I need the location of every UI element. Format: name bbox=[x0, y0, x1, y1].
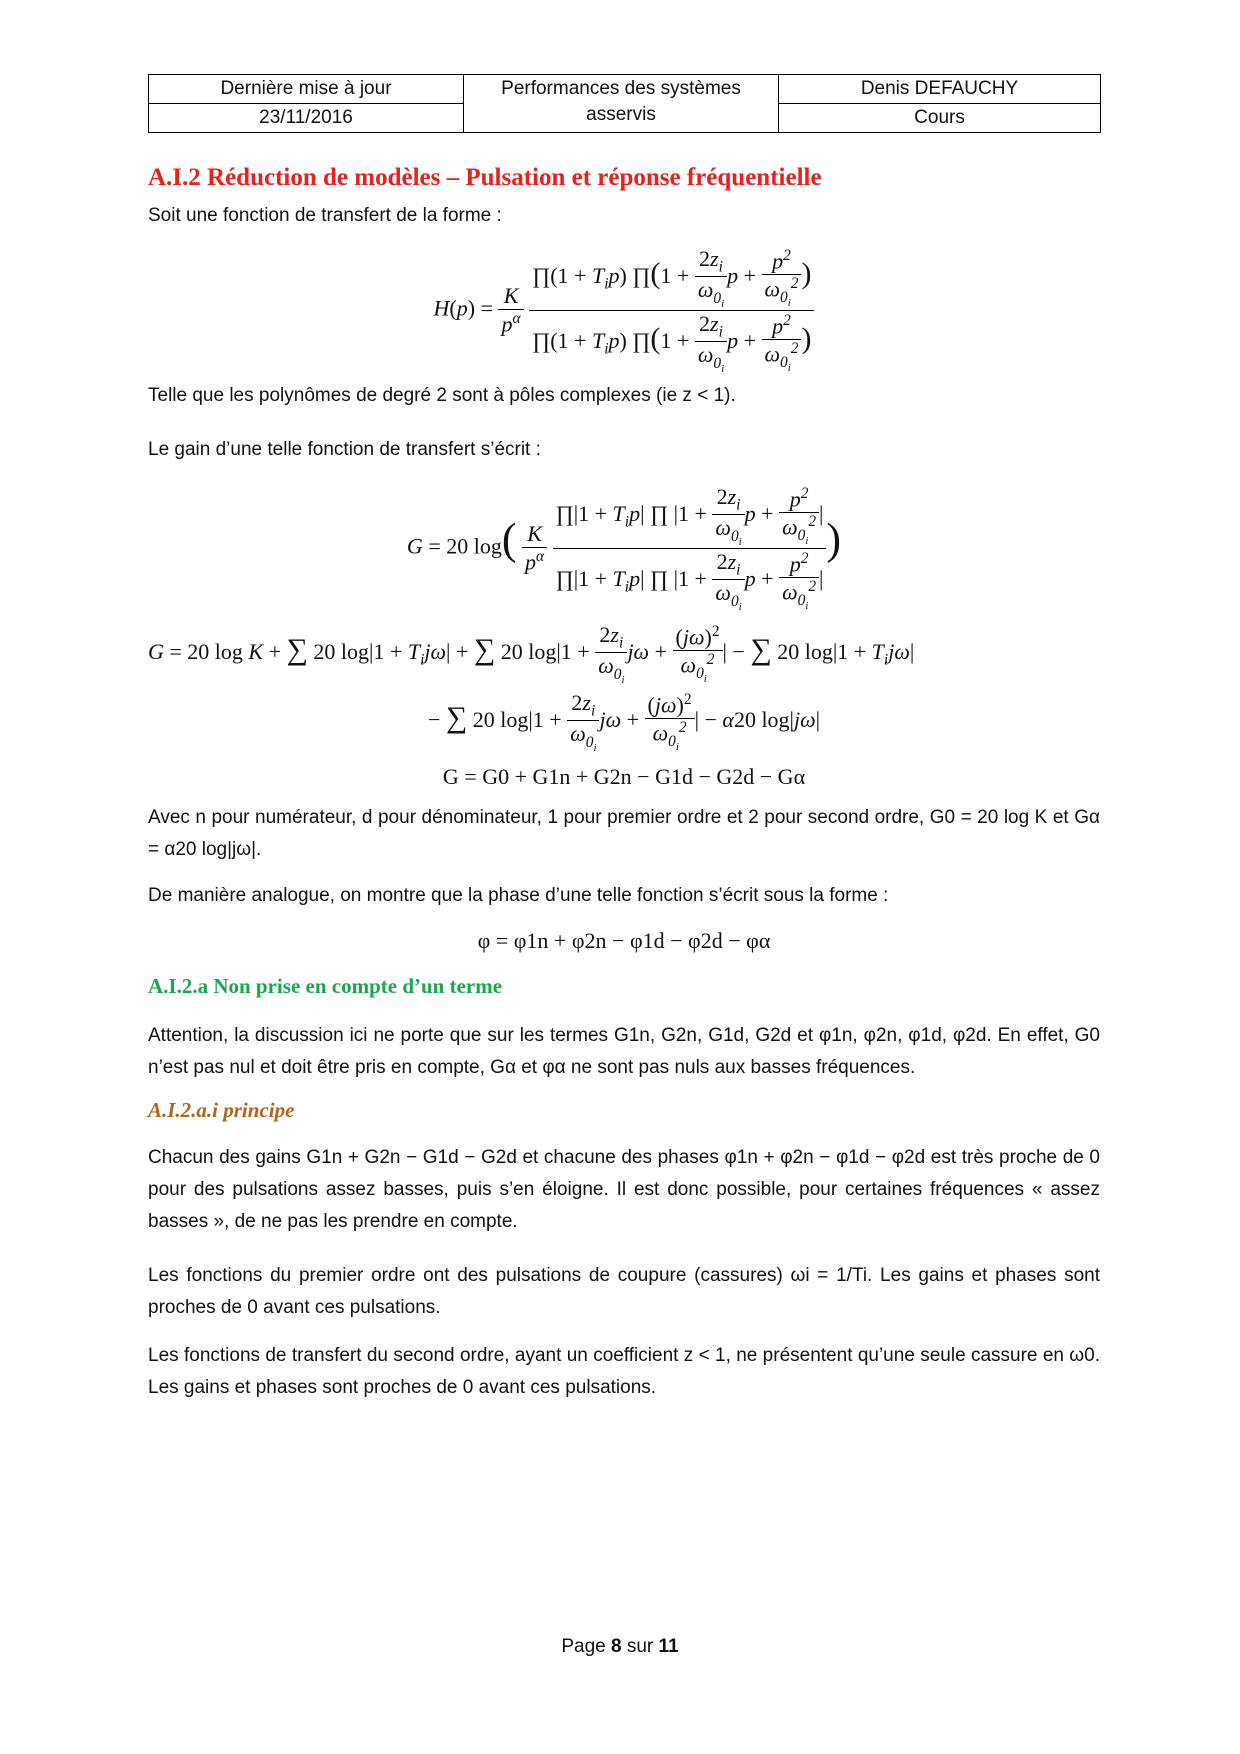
equation-gain-expanded-line1: G = 20 log K + ∑ 20 $\log|1 + T_ij\omega|$ + ∑ 20 log|1 + $\frac{2z_i}{\omega_{0_i}}$ jω + $\frac{(j\omega)^2}{\omega_{0_i}^2}$ | − ∑ 20 $\log|1 + T_ij\omega|$ bbox=[148, 622, 915, 686]
equation-gain-sum: G = G0 + G1n + G2n − G1d − G2d − Gα bbox=[442, 764, 806, 789]
footer-total-pages: 11 bbox=[658, 1636, 679, 1657]
page bbox=[148, 74, 1100, 1398]
page-footer bbox=[0, 1636, 1240, 1658]
footer-page-number: 8 bbox=[611, 1636, 622, 1657]
header-updated-label: Dernière mise à jour bbox=[149, 75, 464, 104]
subsection-title-ai: A.I.2.a.i principe bbox=[148, 1098, 295, 1122]
paragraph-attention: Attention, la discussion ici ne porte que sur les termes G1n, G2n, G1d, G2d et φ1n, φ2n, φ1d, φ2d. En effet, G0 n’est pas nul et doit être pris en compte, Gα et φα ne sont pas nuls aux basses fréquences. bbox=[148, 1025, 1100, 1078]
footer-prefix: Page bbox=[561, 1636, 606, 1657]
paragraph-notation: Avec n pour numérateur, d pour dénominateur, 1 pour premier ordre et 2 pour second ordre, G0 = 20 log K et Gα = α20 log|jω|. bbox=[148, 807, 1100, 860]
header-date: 23/11/2016 bbox=[149, 104, 464, 133]
header-author: Denis DEFAUCHY bbox=[779, 75, 1101, 104]
equation-phase-sum: φ = φ1n + φ2n − φ1d − φ2d − φα bbox=[477, 928, 771, 953]
equation-gain-log: G = 20 log( $\frac{K}{p^\alpha}$ ∏|1 + $T_ip|$ ∏ |1 + $\frac{2z_i}{\omega_{0_i}}$ p + $\frac{p^2}{\omega_{0_i}^2}$ | ∏|1 + $T_ip|$ ∏ |1 + $\frac{2z_i}{\omega_{0_i}}$ p + $\frac{p^2}{\omega_{0_i}^2}$ | ) bbox=[406, 484, 842, 613]
paragraph-principle: Chacun des gains G1n + G2n − G1d − G2d et chacune des phases φ1n + φ2n − φ1d − φ2d est très proche de 0 pour des pulsations assez basses, puis s’en éloigne. Il est donc possible, pour certaines fréquences « assez basses », de ne pas les prendre en compte. bbox=[148, 1147, 1100, 1232]
subsection-title-a: A.I.2.a Non prise en compte d’un terme bbox=[148, 974, 503, 998]
equation-transfer-function: H(p) = $\frac{K}{p^\alpha}$ ∏(1 + $T_ip$) ∏(1 + $\frac{2z_i}{\omega_{0_i}}$ p + $\frac{p^2}{\omega_{0_i}^2}$ ) ∏(1 + $T_ip$) ∏(1 + $\frac{2z_i}{\omega_{0_i}}$ p + $\frac{p^2}{\omega_{0_i}^2}$ ) bbox=[148, 246, 1100, 375]
header-title-line2: asservis bbox=[586, 104, 656, 125]
paragraph-gain-intro: Le gain d’une telle fonction de transfert s’écrit : bbox=[148, 439, 541, 460]
header-doc-type: Cours bbox=[779, 104, 1101, 133]
section-title: A.I.2 Réduction de modèles – Pulsation et réponse fréquentielle bbox=[148, 164, 822, 191]
header-table bbox=[148, 74, 1101, 133]
paragraph-first-order: Les fonctions du premier ordre ont des pulsations de coupure (cassures) ωi = 1/Ti. Les gains et phases sont proches de 0 avant ces pulsations. bbox=[148, 1265, 1100, 1318]
footer-middle: sur bbox=[626, 1636, 654, 1657]
paragraph-phase-intro: De manière analogue, on montre que la phase d’une telle fonction s’écrit sous la forme : bbox=[148, 885, 889, 906]
header-title bbox=[464, 75, 779, 133]
paragraph-intro: Soit une fonction de transfert de la forme : bbox=[148, 205, 502, 226]
header-title-line1: Performances des systèmes bbox=[501, 78, 741, 99]
paragraph-poles: Telle que les polynômes de degré 2 sont à pôles complexes (ie z < 1). bbox=[148, 385, 736, 406]
equation-gain-expanded-line2: − ∑ 20 log|1 + $\frac{2z_i}{\omega_{0_i}}$ jω + $\frac{(j\omega)^2}{\omega_{0_i}^2}$ | − α20 log|jω| bbox=[427, 690, 821, 754]
paragraph-second-order: Les fonctions de transfert du second ordre, ayant un coefficient z < 1, ne présentent qu’une seule cassure en ω0. Les gains et phases sont proches de 0 avant ces pulsations. bbox=[148, 1345, 1100, 1398]
